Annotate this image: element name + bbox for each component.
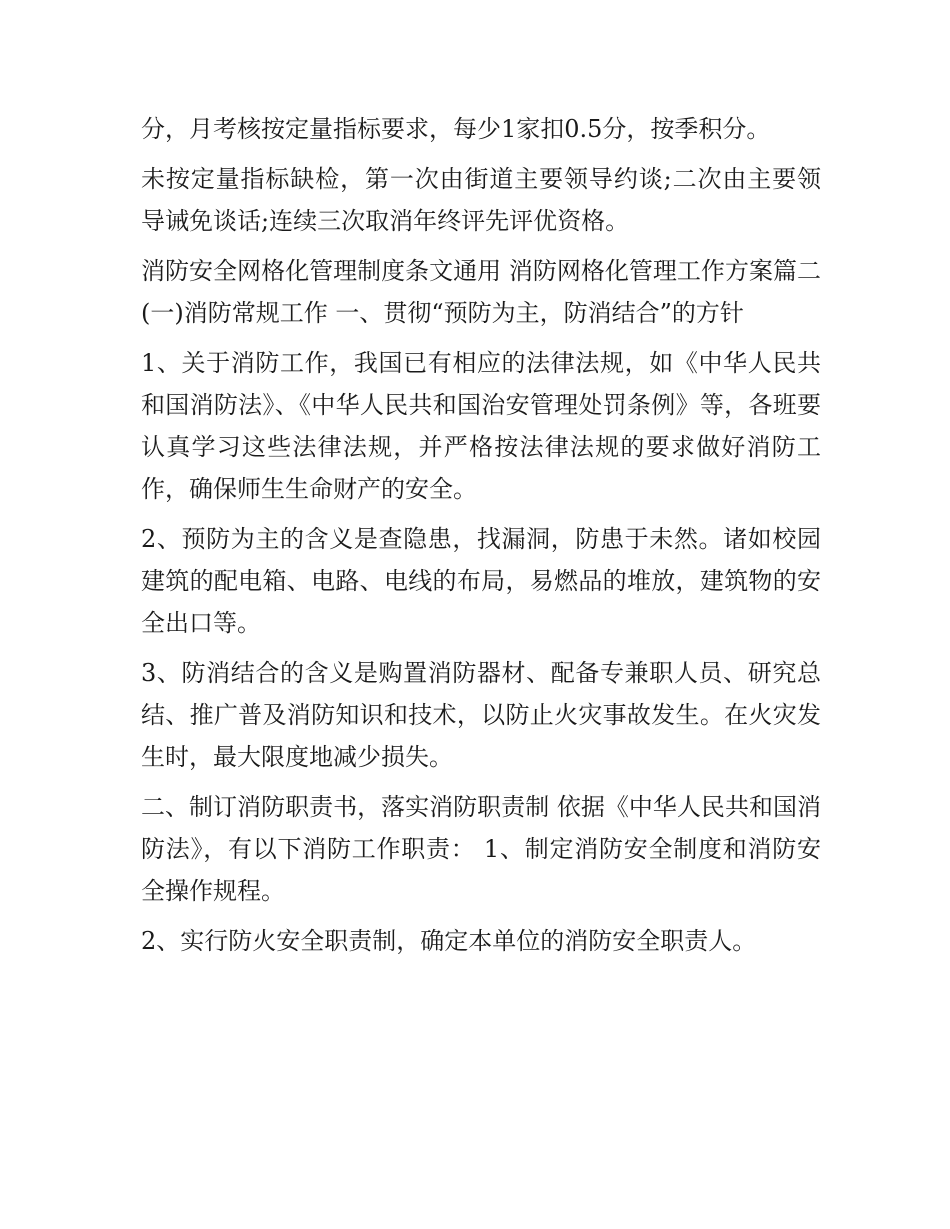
- document-body: [141, 108, 821, 970]
- paragraph-section-2-responsibility: 二、制订消防职责书，落实消防职责制 依据《中华人民共和国消防法》，有以下消防工作职责： 1、制定消防安全制度和消防安全操作规程。: [141, 793, 821, 905]
- paragraph-item-3-combination: 3、防消结合的含义是购置消防器材、配备专兼职人员、研究总结、推广普及消防知识和技术，以防止火灾事故发生。在火灾发生时，最大限度地减少损失。: [141, 659, 821, 771]
- paragraph-section-heading: 消防安全网格化管理制度条文通用 消防网格化管理工作方案篇二 (一)消防常规工作 一、贯彻“预防为主，防消结合”的方针: [141, 257, 821, 327]
- paragraph-item-2-accountability: 2、实行防火安全职责制，确定本单位的消防安全职责人。: [141, 927, 757, 955]
- paragraph-item-1-laws: 1、关于消防工作，我国已有相应的法律法规，如《中华人民共和国消防法》、《中华人民共和国治安管理处罚条例》等，各班要认真学习这些法律法规，并严格按法律法规的要求做好消防工作，确保师生生命财产的安全。: [141, 349, 821, 503]
- paragraph-scoring-rule: 分，月考核按定量指标要求，每少1家扣0.5分，按季积分。: [141, 115, 771, 143]
- paragraph-missed-inspection: 未按定量指标缺检，第一次由街道主要领导约谈;二次由主要领导诫免谈话;连续三次取消年终评先评优资格。: [141, 165, 821, 235]
- paragraph-item-2-prevention: 2、预防为主的含义是查隐患，找漏洞，防患于未然。诸如校园建筑的配电箱、电路、电线的布局，易燃品的堆放，建筑物的安全出口等。: [141, 525, 821, 637]
